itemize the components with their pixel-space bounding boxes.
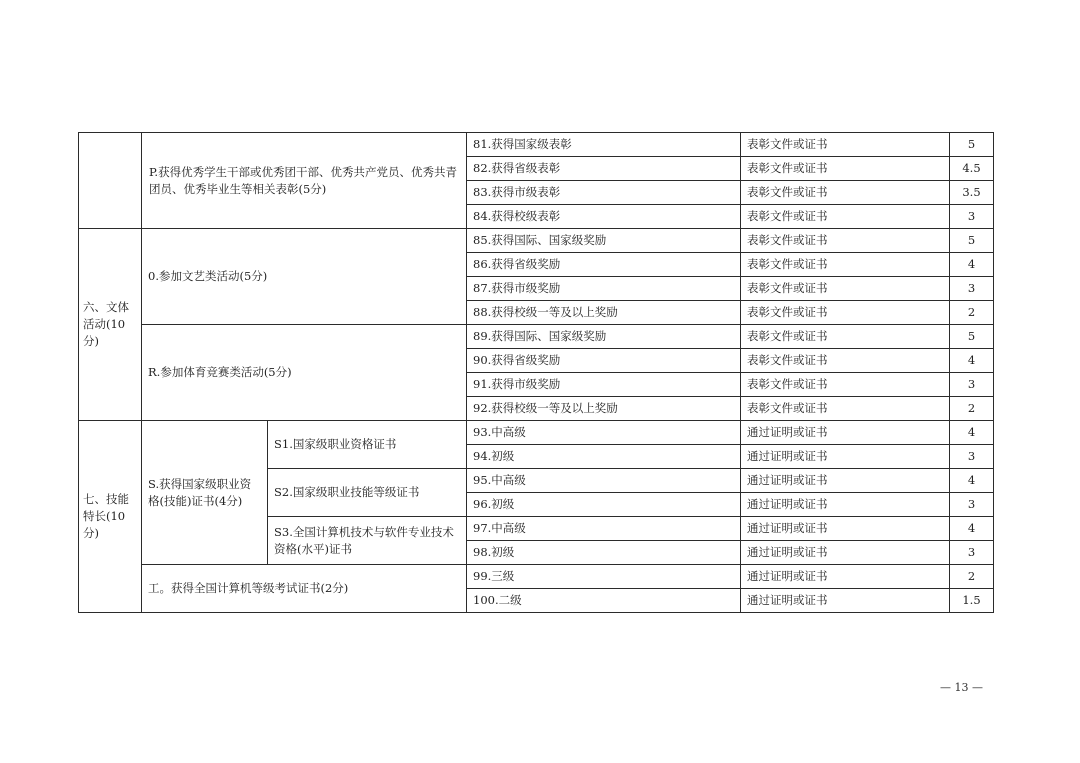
score-cell: 4 [950,421,994,445]
subgroup-cell: S3.全国计算机技术与软件专业技术资格(水平)证书 [268,517,467,565]
evidence-cell: 通过证明或证书 [741,565,950,589]
score-cell: 4 [950,517,994,541]
item-cell: 88.获得校级一等及以上奖励 [467,301,741,325]
item-cell: 81.获得国家级表彰 [467,133,741,157]
evidence-cell: 表彰文件或证书 [741,157,950,181]
score-cell: 4.5 [950,157,994,181]
score-cell: 5 [950,229,994,253]
score-cell: 1.5 [950,589,994,613]
item-cell: 95.中高级 [467,469,741,493]
score-cell: 2 [950,301,994,325]
page-number: — 13 — [940,681,983,694]
group-cell: 0.参加文艺类活动(5分) [142,229,467,325]
item-cell: 94.初级 [467,445,741,469]
item-cell: 83.获得市级表彰 [467,181,741,205]
evidence-cell: 表彰文件或证书 [741,229,950,253]
item-cell: 89.获得国际、国家级奖励 [467,325,741,349]
scoring-table [78,132,994,613]
evidence-cell: 表彰文件或证书 [741,277,950,301]
evidence-cell: 表彰文件或证书 [741,373,950,397]
score-cell: 3 [950,493,994,517]
score-cell: 2 [950,565,994,589]
score-cell: 4 [950,253,994,277]
item-cell: 96.初级 [467,493,741,517]
table-row [79,565,994,589]
evidence-cell: 表彰文件或证书 [741,397,950,421]
score-cell: 3 [950,445,994,469]
evidence-cell: 表彰文件或证书 [741,133,950,157]
evidence-cell: 表彰文件或证书 [741,325,950,349]
evidence-cell: 通过证明或证书 [741,589,950,613]
item-cell: 92.获得校级一等及以上奖励 [467,397,741,421]
group-cell: R.参加体育竞赛类活动(5分) [142,325,467,421]
evidence-cell: 通过证明或证书 [741,493,950,517]
category-cell: 七、技能特长(10分) [79,421,142,613]
item-cell: 85.获得国际、国家级奖励 [467,229,741,253]
item-cell: 87.获得市级奖励 [467,277,741,301]
category-cell: 六、文体活动(10分) [79,229,142,421]
item-cell: 93.中高级 [467,421,741,445]
evidence-cell: 通过证明或证书 [741,469,950,493]
group-cell: 工。获得全国计算机等级考试证书(2分) [142,565,467,613]
evidence-cell: 表彰文件或证书 [741,253,950,277]
table-row [79,229,994,253]
score-cell: 3.5 [950,181,994,205]
evidence-cell: 表彰文件或证书 [741,301,950,325]
score-cell: 4 [950,349,994,373]
group-cell: P.获得优秀学生干部或优秀团干部、优秀共产党员、优秀共青团员、优秀毕业生等相关表彰(5分) [142,133,467,229]
evidence-cell: 表彰文件或证书 [741,181,950,205]
item-cell: 97.中高级 [467,517,741,541]
evidence-cell: 表彰文件或证书 [741,205,950,229]
table-row [79,133,994,157]
subgroup-cell: S1.国家级职业资格证书 [268,421,467,469]
group-cell: S.获得国家级职业资格(技能)证书(4分) [142,421,268,565]
score-cell: 3 [950,541,994,565]
evidence-cell: 通过证明或证书 [741,421,950,445]
item-cell: 82.获得省级表彰 [467,157,741,181]
score-cell: 3 [950,373,994,397]
evidence-cell: 通过证明或证书 [741,445,950,469]
item-cell: 98.初级 [467,541,741,565]
item-cell: 86.获得省级奖励 [467,253,741,277]
score-cell: 5 [950,325,994,349]
score-cell: 3 [950,205,994,229]
score-cell: 5 [950,133,994,157]
table-row [79,325,994,349]
item-cell: 99.三级 [467,565,741,589]
item-cell: 84.获得校级表彰 [467,205,741,229]
evidence-cell: 通过证明或证书 [741,517,950,541]
score-cell: 3 [950,277,994,301]
score-cell: 4 [950,469,994,493]
score-cell: 2 [950,397,994,421]
evidence-cell: 通过证明或证书 [741,541,950,565]
item-cell: 91.获得市级奖励 [467,373,741,397]
category-cell [79,133,142,229]
table-row [79,421,994,445]
evidence-cell: 表彰文件或证书 [741,349,950,373]
item-cell: 90.获得省级奖励 [467,349,741,373]
item-cell: 100.二级 [467,589,741,613]
subgroup-cell: S2.国家级职业技能等级证书 [268,469,467,517]
